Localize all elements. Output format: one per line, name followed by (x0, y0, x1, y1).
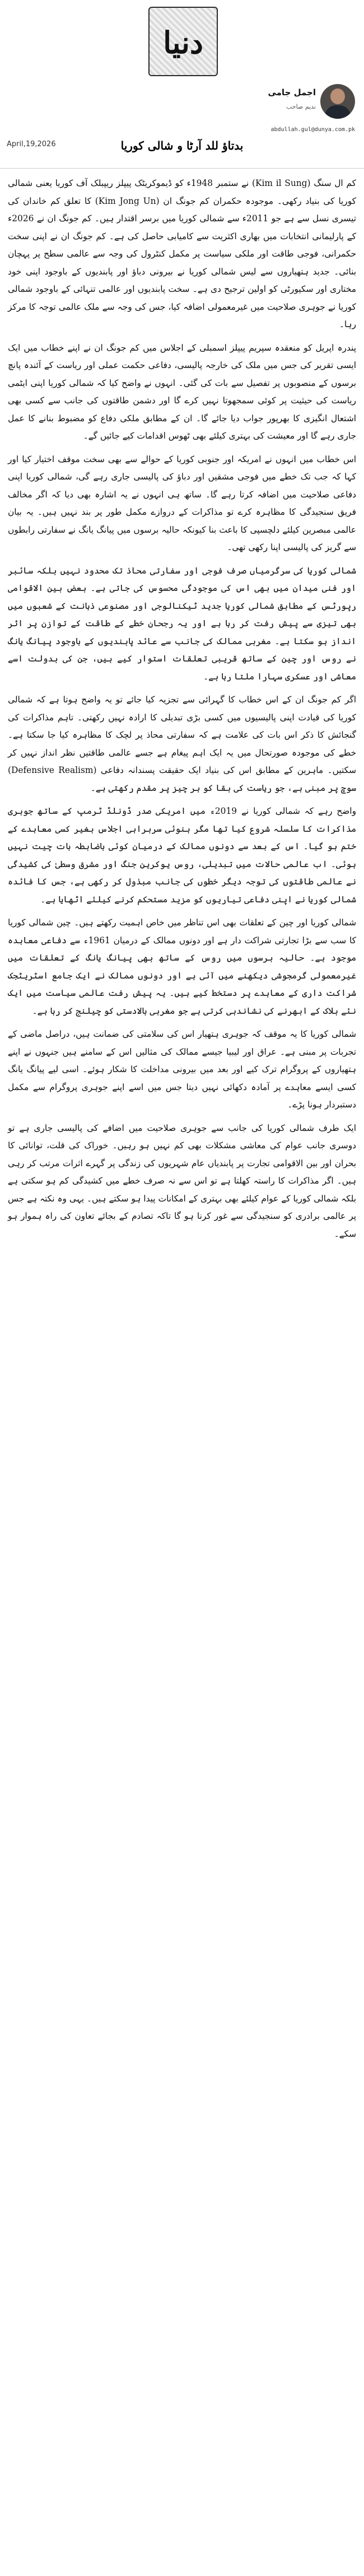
article-paragraph: کم ال سنگ (Kim il Sung) نے ستمبر 1948ء کو ڈیموکریٹک پیپلز ریپبلک آف کوریا یعنی شمالی کوریا کی بنیاد رکھی۔ موجودہ حکمران کم جونگ ان (Kim Jong Un) کا تعلق کم خاندان کی تیسری نسل سے ہے جو 2011ء سے شمالی کوریا میں برسر اقتدار ہیں۔ کم جونگ ان نے 2026ء کے پارلیمانی انتخابات میں بھاری اکثریت سے کامیابی حاصل کی ہے۔ کم جونگ ان نے اپنی سخت حکمرانی، فوجی طاقت اور ملکی سیاست پر مکمل کنٹرول کی وجہ سے عالمی سطح پر پہچان بنائی۔ جدید ہتھیاروں سے لیس شمالی کوریا نے بیرونی دباؤ اور پابندیوں کے باوجود اپنی خود مختاری اور سکیورٹی کو اولین ترجیح دی ہے۔ سخت پابندیوں اور عالمی تنہائی کے باوجود شمالی کوریا نے جوہری صلاحیت میں غیرمعمولی اضافہ کیا، جس کی وجہ سے ملک عالمی توجہ کا مرکز رہا۔ (8, 178, 357, 329)
author-avatar (320, 84, 355, 119)
article-paragraph: واضح رہے کہ شمالی کوریا نے 2019ء میں امریکی صدر ڈونلڈ ٹرمپ کے ساتھ جوہری مذاکرات کا سلسلہ شروع کیا تھا مگر ہنوئی سربراہی اجلاس بغیر کسی معاہدے کے ختم ہو گیا۔ اس کے بعد سے دونوں ممالک کے درمیان کوئی باضابطہ بات چیت نہیں ہوئی۔ اب عالمی حالات میں تبدیلی، روس یوکرین جنگ اور مشرق وسطیٰ کی کشیدگی نے عالمی طاقتوں کی توجہ دیگر خطوں کی جانب مبذول کر رکھی ہے، جس کا فائدہ شمالی کوریا نے اپنی دفاعی تیاریوں کو مزید مستحکم کرنے کیلئے اٹھایا ہے۔ (8, 806, 356, 905)
newspaper-logo (148, 7, 218, 76)
logo-text: دنیا (163, 25, 203, 60)
author-name: اجمل جامی (268, 87, 316, 97)
author-title: ندیم صاحب (286, 103, 316, 110)
author-email[interactable]: abdullah.gul@dunya.com.pk (270, 127, 355, 133)
article-headline: بدتاؤ للد آرٹا و شالی کوریا (120, 139, 244, 152)
article-paragraph: شمالی کوریا اور چین کے تعلقات بھی اس تناظر میں خاص اہمیت رکھتے ہیں۔ چین شمالی کوریا کا سب سے بڑا تجارتی شراکت دار ہے اور دونوں ممالک کے درمیان 1961ء سے دفاعی معاہدہ موجود ہے۔ حالیہ برسوں میں روس کے ساتھ بھی پیانگ یانگ کے تعلقات میں غیرمعمولی گرمجوشی دیکھنے میں آئی ہے اور دونوں ممالک نے ایک جامع اسٹریٹجک شراکت داری کے معاہدے پر دستخط کیے ہیں۔ یہ پیش رفت عالمی سیاست میں ایک نئے بلاک کے ابھرنے کی نشاندہی کرتی ہے جو مغربی بالادستی کو چیلنج کر رہا ہے۔ (8, 917, 356, 1016)
article-paragraph: پندرہ اپریل کو منعقدہ سپریم پیپلز اسمبلی کے اجلاس میں کم جونگ ان نے اپنے خطاب میں ایک ایسی تقریر کی جس میں ملک کی خارجہ پالیسی، دفاعی حکمت عملی اور ریاست کے آئندہ پانچ برسوں کے منصوبوں پر تفصیل سے بات کی گئی۔ انہوں نے واضح کیا کہ شمالی کوریا اپنی ایٹمی ریاست کی حیثیت پر کوئی سمجھوتا نہیں کرے گا اور دشمن طاقتوں کی جانب سے کسی بھی اشتعال انگیزی کا بھرپور جواب دیا جائے گا۔ ان کے مطابق ملکی دفاع کو مضبوط بنانے کا عمل جاری رہے گا اور معیشت کی بہتری کیلئے بھی ٹھوس اقدامات کیے جائیں گے۔ (8, 342, 356, 441)
article-paragraph: ایک طرف شمالی کوریا کی جانب سے جوہری صلاحیت میں اضافے کی پالیسی جاری ہے تو دوسری جانب عوام کی معاشی مشکلات بھی کم نہیں ہو رہیں۔ خوراک کی قلت، توانائی کا بحران اور بین الاقوامی تجارت پر پابندیاں عام شہریوں کی زندگی پر گہرے اثرات مرتب کر رہی ہیں۔ اگر مذاکرات کا راستہ کھلتا ہے تو اس سے نہ صرف خطے میں کشیدگی کم ہو سکتی ہے بلکہ شمالی کوریا کے عوام کیلئے بھی بہتری کے امکانات پیدا ہو سکتے ہیں۔ یہی وہ نکتہ ہے جس پر عالمی برادری کو سنجیدگی سے غور کرنا ہو گا تاکہ تصادم کے بجائے تعاون کی راہ ہموار ہو سکے۔ (8, 1122, 356, 1239)
masthead (0, 0, 364, 169)
article-paragraph: شمالی کوریا کا یہ موقف کہ جوہری ہتھیار اس کی سلامتی کی ضمانت ہیں، دراصل ماضی کے تجربات پر مبنی ہے۔ عراق اور لیبیا جیسے ممالک کی مثالیں اس کے سامنے ہیں جنہوں نے اپنے ہتھیاروں کے پروگرام ترک کیے اور بعد میں بیرونی مداخلت کا شکار ہوئے۔ اسی لیے پیانگ یانگ کسی ایسے معاہدے پر آمادہ دکھائی نہیں دیتا جس میں اسے اپنے جوہری پروگرام سے مکمل دستبردار ہونا پڑے۔ (8, 1029, 356, 1110)
article-paragraph: اگر کم جونگ ان کے اس خطاب کا گہرائی سے تجزیہ کیا جائے تو یہ واضح ہوتا ہے کہ شمالی کوریا کی قیادت اپنی پالیسیوں میں کسی بڑی تبدیلی کا ارادہ نہیں رکھتی۔ تاہم مذاکرات کی گنجائش کا ذکر اس بات کی علامت ہے کہ سفارتی محاذ پر لچک کا مظاہرہ کیا جا سکتا ہے۔ خطے کی موجودہ صورتحال میں یہ ایک اہم پیغام ہے جسے عالمی طاقتیں نظر انداز نہیں کر سکتیں۔ ماہرین کے مطابق اس کی بنیاد ایک حقیقت پسندانہ دفاعی (Defensive Realism) سوچ پر مبنی ہے، جو ریاست کی بقا کو ہر چیز پر مقدم رکھتی ہے۔ (8, 695, 357, 793)
article-body (8, 175, 356, 1249)
article-paragraph: اس خطاب میں انہوں نے امریکہ اور جنوبی کوریا کے حوالے سے بھی سخت موقف اختیار کیا اور کہا کہ جب تک خطے میں فوجی مشقیں اور دباؤ کی پالیسی جاری رہے گی، شمالی کوریا اپنی دفاعی صلاحیت میں اضافہ کرتا رہے گا۔ ساتھ ہی انہوں نے یہ اشارہ بھی دیا کہ اگر مخالف فریق سنجیدگی کا مظاہرہ کرے تو مذاکرات کے دروازے مکمل طور پر بند نہیں ہیں۔ یہ بیان عالمی مبصرین کیلئے دلچسپی کا باعث بنا کیونکہ حالیہ برسوں میں پیانگ یانگ نے سفارتی رابطوں سے گریز کی پالیسی اپنا رکھی تھی۔ (8, 454, 356, 552)
author-block (215, 84, 355, 123)
article-paragraph: شمالی کوریا کی سرگرمیاں صرف فوجی اور سفارتی محاذ تک محدود نہیں بلکہ سائبر اور فنی میدان میں بھی اس کی موجودگی محسوس کی جاتی ہے۔ بعض بین الاقوامی رپورٹس کے مطابق شمالی کوریا جدید ٹیکنالوجی اور مصنوعی ذہانت کے شعبوں میں بھی تیزی سے پیش رفت کر رہا ہے اور یہ رجحان خطے کے طاقت کے توازن پر اثر انداز ہو سکتا ہے۔ مغربی ممالک کی جانب سے عائد پابندیوں کے باوجود پیانگ یانگ نے روس اور چین کے ساتھ قریبی تعلقات استوار کیے ہیں، جن کی بدولت اسے معاشی اور عسکری سہارا ملتا رہا ہے۔ (8, 565, 356, 682)
publish-date: April,19,2026 (7, 140, 56, 148)
